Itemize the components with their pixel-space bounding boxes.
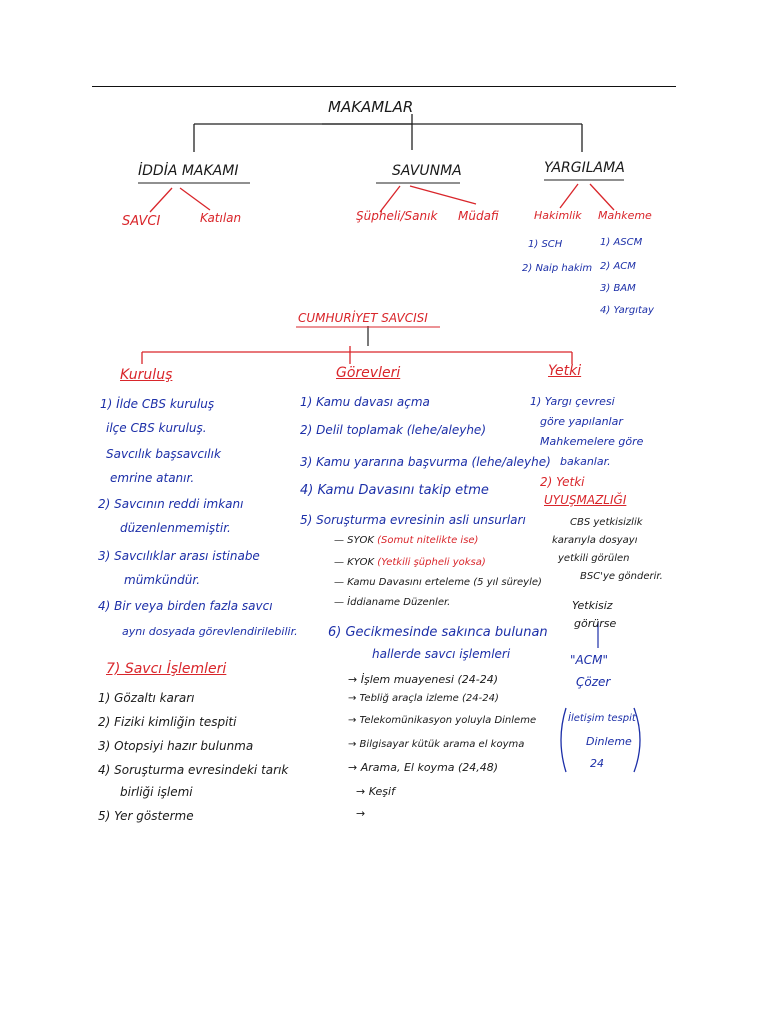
col1-item: düzenlenmemiştir.: [120, 521, 231, 535]
mudafi-label: Müdafi: [458, 209, 499, 223]
cbs-title: CUMHURİYET SAVCISI: [298, 311, 428, 325]
mahkeme-item-1: 1) ASCM: [600, 237, 643, 248]
branch-yargilama: YARGILAMA: [544, 160, 625, 176]
savci-islem-item: birliği işlemi: [120, 785, 193, 799]
hakimlik-item-1: 1) SCH: [528, 239, 563, 250]
col2-arrow: → Telekomünikasyon yoluyla Dinleme: [348, 715, 537, 726]
col3-item: Mahkemelere göre: [540, 435, 644, 448]
col2-item: 5) Soruşturma evresinin asli unsurları: [300, 513, 526, 527]
col2-item: 4) Kamu Davasını takip etme: [300, 483, 489, 498]
katilan-label: Katılan: [200, 211, 242, 225]
mahkeme-item-3: 3) BAM: [600, 283, 636, 294]
bracket-note: 24: [590, 757, 604, 770]
col1-heading: Kuruluş: [120, 367, 173, 383]
col2-heading: Görevleri: [336, 365, 401, 381]
col1-item: mümkündür.: [124, 573, 201, 587]
col3-note: kararıyla dosyayı: [552, 535, 638, 546]
col1-item: aynı dosyada görevlendirilebilir.: [122, 625, 298, 638]
col2-arrow: → Tebliğ araçla izleme (24-24): [348, 693, 499, 704]
mahkeme-item-4: 4) Yargıtay: [600, 305, 654, 316]
col3-item: göre yapılanlar: [540, 415, 623, 428]
savci-islem-item: 4) Soruşturma evresindeki tarık: [98, 763, 289, 777]
col3-note: yetkili görülen: [558, 553, 630, 564]
col2-sub: — İddianame Düzenler.: [334, 597, 451, 608]
col2-arrow: → Bilgisayar kütük arama el koyma: [348, 739, 525, 750]
branch-iddia: İDDİA MAKAMI: [138, 163, 239, 179]
bracket-note: Dinleme: [586, 735, 632, 748]
savci-islem-item: 3) Otopsiyi hazır bulunma: [98, 739, 254, 753]
col2-arrow: →: [356, 807, 366, 820]
savci-islem-item: 5) Yer gösterme: [98, 809, 194, 823]
hakimlik-label: Hakimlik: [534, 209, 582, 222]
col3-note: BSC'ye gönderir.: [580, 571, 663, 582]
col2-item: 2) Delil toplamak (lehe/aleyhe): [300, 423, 486, 437]
col2-item: 1) Kamu davası açma: [300, 395, 430, 409]
supheli-label: Şüpheli/Sanık: [356, 209, 438, 223]
col3-item2b: UYUŞMAZLIĞI: [544, 493, 627, 507]
savci-label: SAVCI: [122, 214, 161, 229]
col2-item: 3) Kamu yararına başvurma (lehe/aleyhe): [300, 455, 551, 469]
col1-item: 3) Savcılıklar arası istinabe: [98, 549, 260, 563]
mahkeme-item-2: 2) ACM: [600, 261, 636, 272]
col1-item: Savcılık başsavcılık: [106, 447, 221, 461]
col2-arrow: → İşlem muayenesi (24-24): [348, 673, 498, 686]
col1-item: ilçe CBS kuruluş.: [106, 421, 207, 435]
col3-acm: "ACM": [570, 653, 608, 667]
branch-savunma: SAVUNMA: [392, 163, 462, 179]
col3-note2: Yetkisiz: [572, 599, 613, 612]
col3-acm2: Çözer: [576, 675, 611, 689]
col3-item2: 2) Yetki: [540, 475, 585, 489]
col3-note2: görürse: [574, 617, 617, 630]
col1-item: 2) Savcının reddi imkanı: [98, 497, 244, 511]
col2-sub: — Kamu Davasını erteleme (5 yıl süreyle): [334, 577, 542, 588]
col2-sub: — KYOK (Yetkili şüpheli yoksa): [334, 557, 486, 568]
mahkeme-label: Mahkeme: [598, 209, 652, 222]
col2-arrow: → Arama, El koyma (24,48): [348, 761, 499, 774]
col1-item: 1) İlde CBS kuruluş: [100, 397, 215, 411]
savci-islem-item: 2) Fiziki kimliğin tespiti: [98, 715, 237, 729]
col1-item: 4) Bir veya birden fazla savcı: [98, 599, 273, 613]
col1-heading2: 7) Savcı İşlemleri: [106, 661, 227, 677]
col3-item: 1) Yargı çevresi: [530, 395, 615, 408]
col1-item: emrine atanır.: [110, 471, 195, 485]
col2-item6b: hallerde savcı işlemleri: [372, 647, 511, 661]
col2-arrow: → Keşif: [356, 785, 395, 798]
col3-heading: Yetki: [548, 363, 582, 379]
top-divider: [92, 86, 676, 87]
col3-note: CBS yetkisizlik: [570, 517, 643, 528]
hakimlik-item-2: 2) Naip hakim: [522, 263, 593, 274]
col3-item: bakanlar.: [560, 455, 611, 468]
bracket-note: İletişim tespit: [568, 713, 636, 724]
savci-islem-item: 1) Gözaltı kararı: [98, 691, 195, 705]
col2-item6: 6) Gecikmesinde sakınca bulunan: [328, 625, 548, 640]
col2-sub: — SYOK (Somut nitelikte ise): [334, 535, 479, 546]
main-title: MAKAMLAR: [328, 98, 414, 116]
